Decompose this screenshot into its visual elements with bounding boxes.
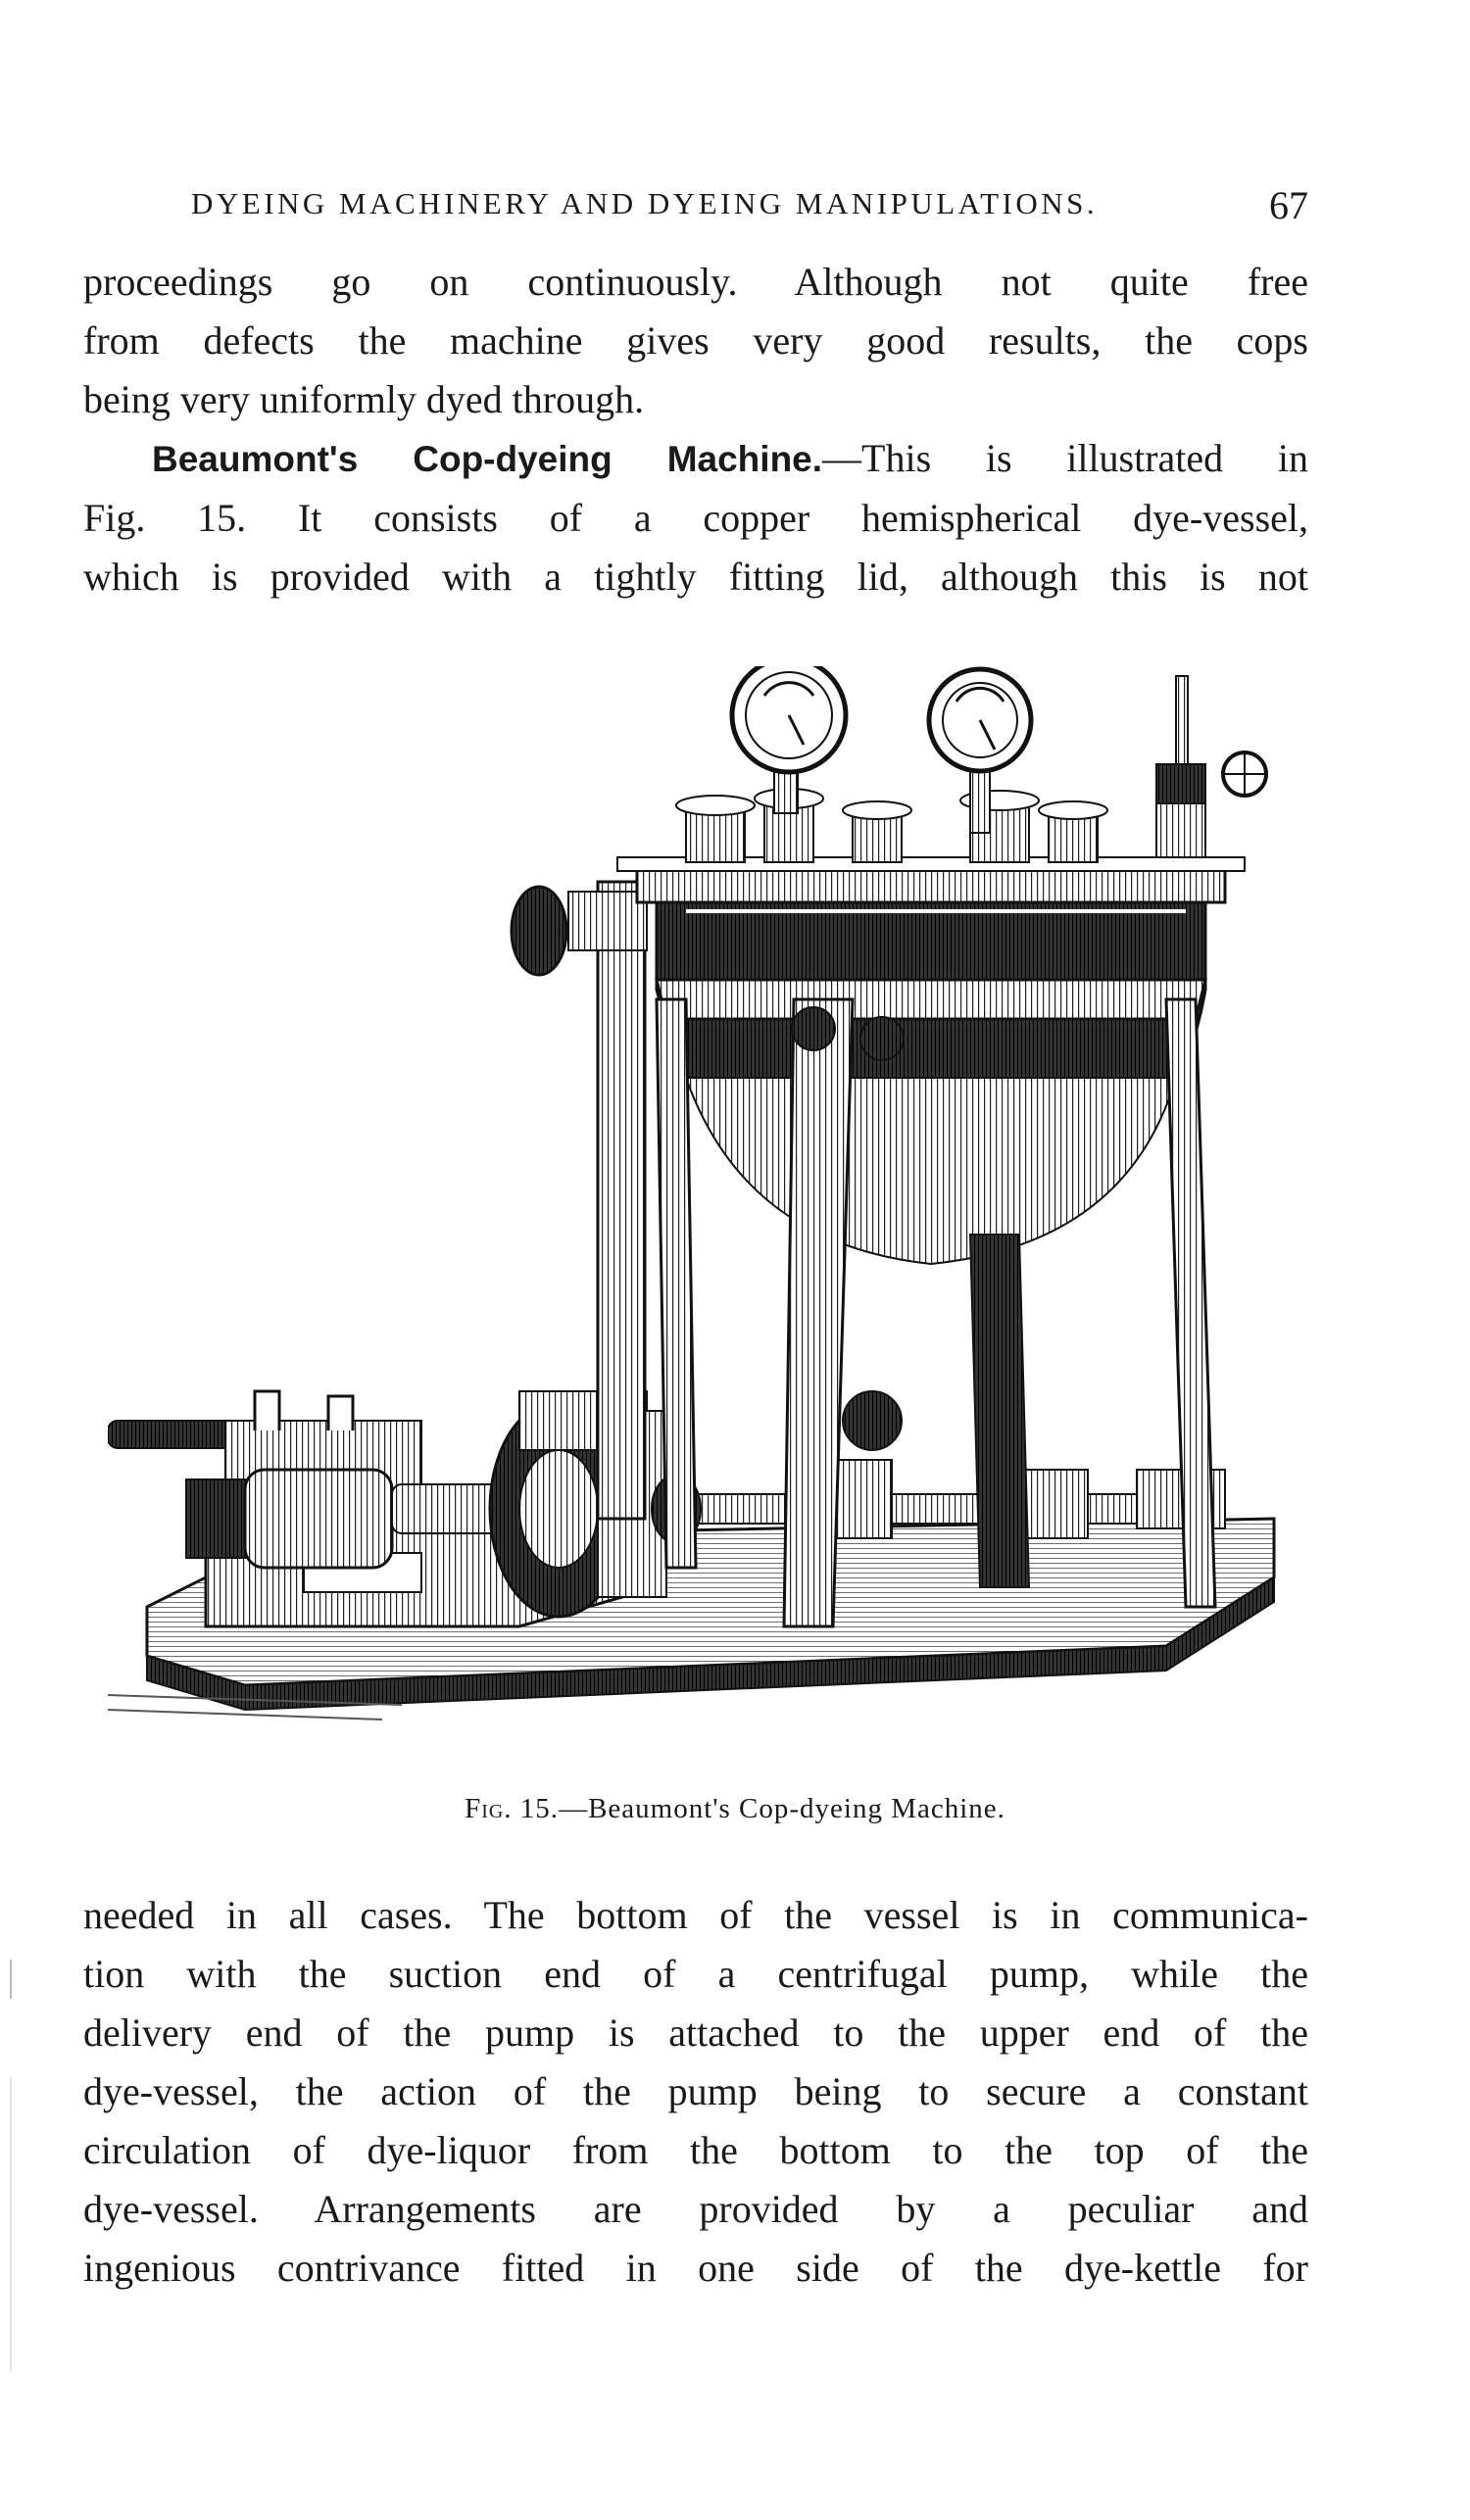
paragraph-continuation [83, 253, 1308, 429]
figure-caption-text: —Beaumont's Cop-dyeing Machine. [559, 1793, 1005, 1824]
text-line: Fig. 15. It consists of a copper hemispherical dye-vessel, [83, 496, 1308, 540]
text-line: being very uniformly dyed through. [83, 377, 645, 421]
text-line: delivery end of the pump is attached to the upper end of the [83, 2011, 1308, 2055]
text-line: tion with the suction end of a centrifugal pump, while the [83, 1952, 1308, 1996]
text-line: which is provided with a tightly fitting lid, although this is not [83, 555, 1308, 599]
cop-dyeing-machine-engraving [108, 666, 1284, 1773]
figure-label: Fig. 15. [465, 1793, 560, 1824]
scan-mark [10, 1960, 12, 1999]
text-line: proceedings go on continuously. Although not quite free [83, 260, 1308, 304]
page-number: 67 [1269, 183, 1308, 227]
running-head [191, 182, 1308, 231]
text-line: from defects the machine gives very good results, the cops [83, 318, 1308, 363]
figure-caption [0, 1793, 1470, 1825]
text-line: circulation of dye-liquor from the bottom to the top of the [83, 2128, 1308, 2172]
text-line: needed in all cases. The bottom of the vessel is in communica- [83, 1893, 1308, 1937]
text-line [83, 429, 1308, 489]
run-in-heading: Beaumont's Cop-dyeing Machine. [152, 439, 823, 479]
text-line: dye-vessel, the action of the pump being to secure a constant [83, 2069, 1308, 2113]
scan-mark [10, 2077, 12, 2371]
text-line: dye-vessel. Arrangements are provided by a peculiar and [83, 2187, 1308, 2231]
paragraph-description [83, 1886, 1308, 2298]
running-title: DYEING MACHINERY AND DYEING MANIPULATIONS. [191, 186, 1099, 220]
heading-line-rest: —This is illustrated in [822, 436, 1308, 480]
text-line: ingenious contrivance fitted in one side of the dye-kettle for [83, 2246, 1308, 2290]
figure-illustration [108, 666, 1284, 1773]
paragraph-beaumont-intro [83, 429, 1308, 606]
